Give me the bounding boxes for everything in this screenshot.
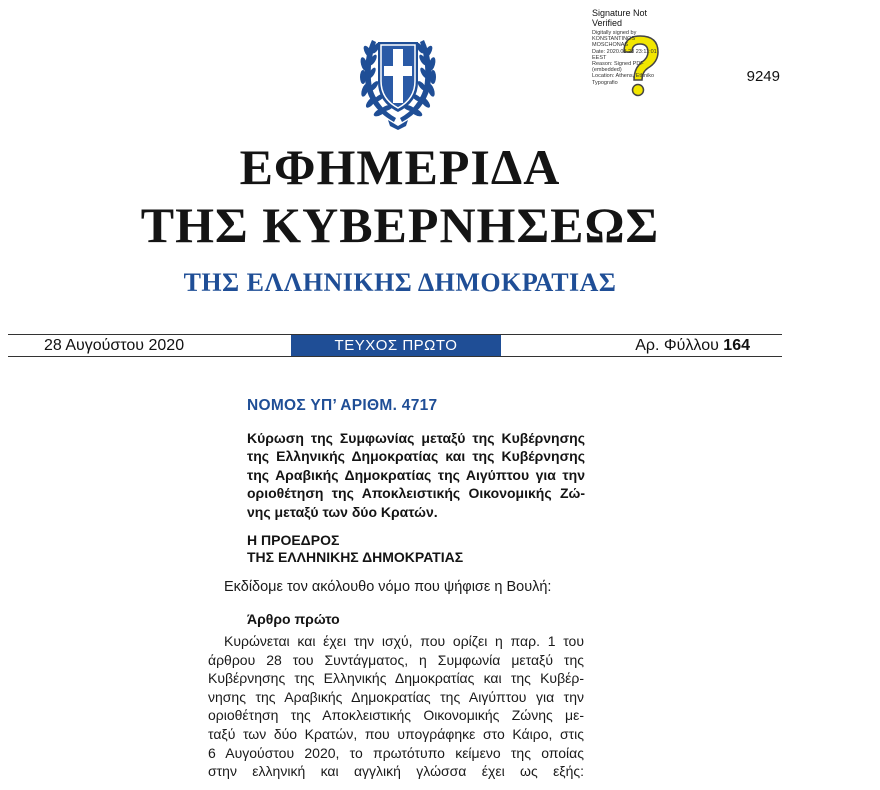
law-title-line: της Ελληνικής Δημοκρατίας και της Κυβέρνησης <box>247 448 585 465</box>
article-line: Κυρώνεται και έχει την ισχύ, που ορίζει η παρ. 1 του <box>224 633 584 649</box>
law-title-line: οριοθέτηση της Αποκλειστικής Οικονομικής Ζώ- <box>247 485 585 502</box>
article-heading: Άρθρο πρώτο <box>247 611 340 627</box>
issue-bar-bottom-rule <box>8 356 782 357</box>
article-line: νησης της Αραβικής Δημοκρατίας της Αιγύπτου για την <box>208 688 584 705</box>
law-title-line: Κύρωση της Συμφωνίας μεταξύ της Κυβέρνησης <box>247 430 585 446</box>
gazette-subtitle: ΤΗΣ ΕΛΛΗΝΙΚΗΣ ΔΗΜΟΚΡΑΤΙΑΣ <box>183 268 617 297</box>
signature-status: Signature Not Verified <box>592 8 648 28</box>
issue-date: 28 Αυγούστου 2020 <box>44 337 185 354</box>
article-line: 6 Αυγούστου 2020, το πρωτότυπο κείμενο της οποίας <box>208 744 584 761</box>
greek-coat-of-arms-emblem <box>348 22 448 132</box>
signature-detail-line: KONSTANTINOS <box>592 36 635 43</box>
sheet-label: Αρ. Φύλλου <box>635 337 719 354</box>
issue-type-badge: ΤΕΥΧΟΣ ΠΡΩΤΟ <box>291 335 501 356</box>
sheet-number-label <box>635 336 750 356</box>
sheet-number: 164 <box>723 337 750 354</box>
article-line: ταξύ των δύο Κρατών, που υπογράφηκε στο Κάιρο, στις <box>208 725 584 742</box>
signature-detail-line: Digitally signed by <box>592 30 637 36</box>
enactment-formula: Εκδίδομε τον ακόλουθο νόμο που ψήφισε η Βουλή: <box>224 579 552 595</box>
signature-detail-line: Location: Athens, Ethniko <box>592 73 655 80</box>
law-title <box>247 429 585 521</box>
signature-detail-line: Date: 2020.08.28 23:11:01 <box>592 48 657 55</box>
law-title-line: νης μεταξύ των δύο Κρατών. <box>247 503 438 520</box>
president-line2: ΤΗΣ ΕΛΛΗΝΙΚΗΣ ΔΗΜΟΚΡΑΤΙΑΣ <box>247 549 464 565</box>
signature-detail-line: EEST <box>592 54 607 61</box>
signature-details <box>592 30 670 86</box>
president-line1: Η ΠΡΟΕΔΡΟΣ <box>247 532 340 548</box>
article-line: οριοθέτηση της Αποκλειστικής Οικονομικής Ζώνης με- <box>208 707 584 724</box>
law-title-line: της Αραβικής Δημοκρατίας της Αιγύπτου για την <box>247 466 585 483</box>
gazette-title-line1: ΕΦΗΜΕΡΙΔΑ <box>239 139 561 195</box>
signature-detail-line: Reason: Signed PDF <box>592 61 644 68</box>
article-line: Κυβέρνησης της Ελληνικής Δημοκρατίας και της Κυβέρ- <box>208 670 584 687</box>
signature-detail-line: Typografio <box>592 79 618 86</box>
gazette-title-line2: ΤΗΣ ΚΥΒΕΡΝΗΣΕΩΣ <box>140 197 660 253</box>
president-heading <box>247 532 463 566</box>
coat-of-arms-icon <box>348 22 448 132</box>
signature-detail-line: MOSCHONAS <box>592 42 629 49</box>
article-line: στην ελληνική και αγγλική γλώσσα έχει ως εξής: <box>208 763 584 780</box>
law-number-heading: ΝΟΜΟΣ ΥΠ’ ΑΡΙΘΜ. 4717 <box>247 397 438 414</box>
article-body <box>208 632 584 781</box>
signature-detail-line: (embedded) <box>592 67 622 74</box>
article-line: άρθρου 28 του Συντάγματος, η Συμφωνία μεταξύ της <box>208 651 584 668</box>
page-number: 9249 <box>746 68 780 85</box>
